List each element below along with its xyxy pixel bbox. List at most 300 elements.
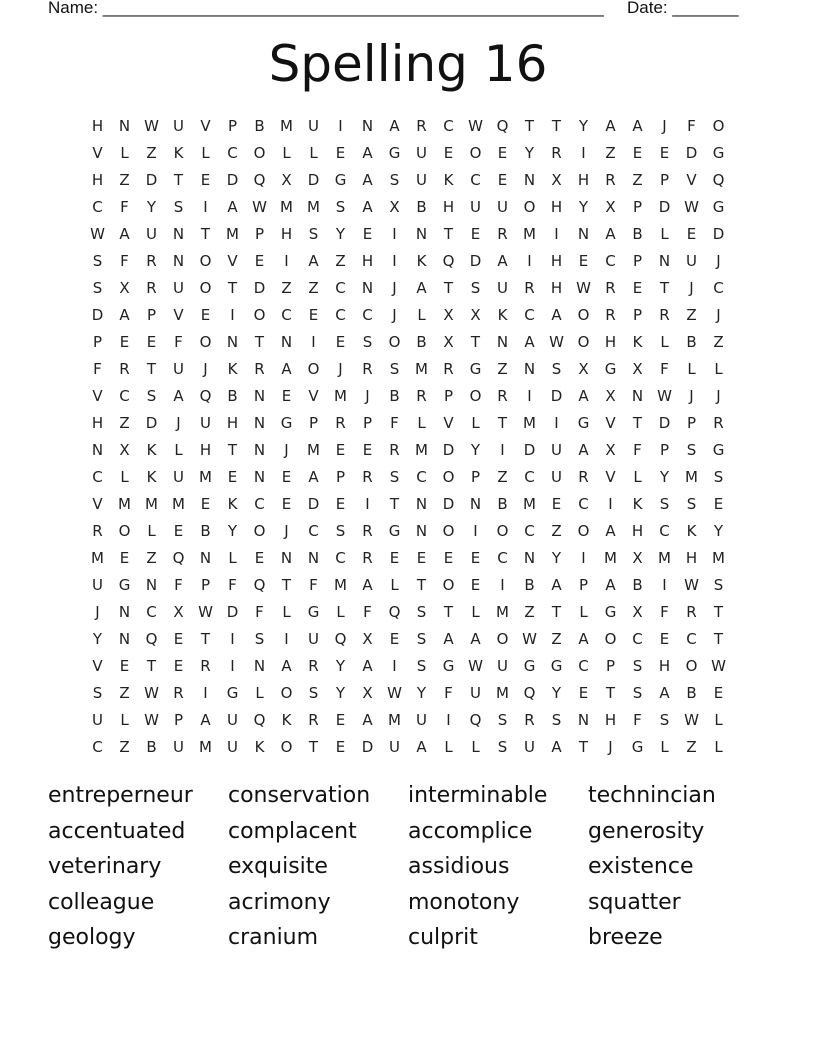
grid-letter: Z — [497, 360, 508, 378]
grid-letter: Z — [524, 603, 535, 621]
grid-letter: A — [281, 657, 292, 675]
grid-letter: N — [172, 252, 185, 270]
grid-letter: D — [226, 603, 239, 621]
grid-letter: C — [713, 279, 724, 297]
grid-letter: V — [605, 414, 616, 432]
grid-letter: X — [443, 333, 454, 351]
grid-letter: M — [145, 495, 158, 513]
grid-letter: R — [497, 387, 508, 405]
grid-letter: R — [119, 360, 130, 378]
grid-letter: A — [605, 522, 616, 540]
grid-letter: F — [660, 603, 669, 621]
grid-letter: A — [659, 684, 670, 702]
grid-letter: A — [362, 711, 373, 729]
grid-letter: Y — [146, 198, 157, 216]
word-list-item: exquisite — [228, 854, 328, 879]
grid-letter: T — [443, 279, 454, 297]
grid-letter: L — [147, 522, 156, 540]
grid-letter: P — [632, 306, 643, 324]
grid-letter: Y — [92, 630, 103, 648]
grid-letter: H — [577, 171, 590, 189]
grid-letter: L — [660, 225, 669, 243]
grid-letter: F — [174, 333, 183, 351]
grid-letter: M — [388, 711, 401, 729]
grid-letter: T — [470, 333, 481, 351]
grid-letter: P — [173, 711, 184, 729]
grid-letter: W — [468, 117, 483, 135]
grid-letter: Q — [712, 171, 725, 189]
grid-letter: N — [415, 225, 428, 243]
grid-letter: I — [392, 225, 397, 243]
grid-letter: I — [473, 522, 478, 540]
grid-letter: G — [550, 657, 563, 675]
grid-letter: L — [687, 360, 696, 378]
grid-letter: A — [362, 576, 373, 594]
grid-letter: E — [119, 549, 130, 567]
grid-letter: V — [605, 468, 616, 486]
grid-letter: S — [389, 468, 400, 486]
grid-letter: L — [471, 603, 480, 621]
grid-letter: P — [470, 468, 481, 486]
grid-letter: I — [554, 414, 559, 432]
grid-letter: P — [659, 171, 670, 189]
grid-letter: I — [284, 252, 289, 270]
grid-letter: H — [199, 441, 212, 459]
grid-letter: A — [632, 117, 643, 135]
grid-letter: A — [551, 306, 562, 324]
grid-letter: Y — [227, 522, 238, 540]
grid-letter: W — [522, 630, 537, 648]
grid-letter: X — [362, 630, 373, 648]
grid-letter: E — [470, 225, 481, 243]
grid-letter: D — [658, 198, 671, 216]
grid-letter: H — [550, 252, 563, 270]
grid-letter: M — [523, 495, 536, 513]
grid-letter: N — [199, 549, 212, 567]
grid-letter: R — [443, 360, 454, 378]
grid-letter: H — [91, 171, 104, 189]
grid-letter: Q — [253, 576, 266, 594]
grid-letter: N — [631, 387, 644, 405]
grid-letter: F — [309, 576, 318, 594]
grid-letter: O — [199, 333, 212, 351]
grid-letter: N — [253, 657, 266, 675]
grid-letter: T — [200, 630, 211, 648]
grid-letter: E — [254, 252, 265, 270]
grid-letter: N — [523, 549, 536, 567]
grid-letter: J — [689, 279, 694, 297]
grid-letter: F — [633, 711, 642, 729]
grid-letter: F — [444, 684, 453, 702]
grid-letter: X — [173, 603, 184, 621]
grid-letter: I — [392, 252, 397, 270]
word-list-item: geology — [48, 925, 136, 950]
grid-letter: U — [146, 225, 157, 243]
grid-letter: D — [523, 441, 536, 459]
grid-letter: G — [523, 657, 536, 675]
grid-letter: C — [578, 495, 589, 513]
grid-letter: Q — [172, 549, 185, 567]
grid-letter: X — [551, 171, 562, 189]
grid-letter: W — [684, 576, 699, 594]
grid-letter: D — [226, 171, 239, 189]
grid-letter: T — [146, 657, 157, 675]
grid-letter: Z — [686, 306, 697, 324]
grid-letter: F — [255, 603, 264, 621]
grid-letter: X — [605, 198, 616, 216]
grid-letter: A — [578, 441, 589, 459]
grid-letter: J — [338, 360, 343, 378]
grid-letter: M — [523, 414, 536, 432]
grid-letter: O — [388, 333, 401, 351]
grid-letter: B — [389, 387, 400, 405]
grid-letter: Z — [551, 630, 562, 648]
grid-letter: E — [335, 333, 346, 351]
grid-letter: S — [173, 198, 184, 216]
grid-letter: O — [253, 144, 266, 162]
grid-letter: C — [524, 522, 535, 540]
grid-letter: K — [632, 495, 643, 513]
grid-letter: O — [604, 630, 617, 648]
grid-letter: B — [200, 522, 211, 540]
grid-letter: Z — [605, 144, 616, 162]
grid-letter: Y — [659, 468, 670, 486]
grid-letter: F — [93, 360, 102, 378]
grid-letter: R — [659, 306, 670, 324]
grid-letter: S — [686, 441, 697, 459]
grid-letter: G — [307, 603, 320, 621]
grid-letter: R — [605, 171, 616, 189]
grid-letter: V — [227, 252, 238, 270]
grid-letter: K — [443, 171, 454, 189]
grid-letter: T — [146, 360, 157, 378]
grid-letter: C — [119, 387, 130, 405]
grid-letter: C — [92, 738, 103, 756]
grid-letter: V — [200, 117, 211, 135]
grid-letter: J — [392, 279, 397, 297]
grid-letter: Z — [146, 549, 157, 567]
grid-letter: Z — [551, 522, 562, 540]
grid-letter: T — [227, 279, 238, 297]
grid-letter: E — [389, 630, 400, 648]
grid-letter: C — [92, 198, 103, 216]
grid-letter: C — [254, 495, 265, 513]
grid-letter: S — [551, 360, 562, 378]
grid-letter: O — [469, 387, 482, 405]
grid-letter: V — [92, 657, 103, 675]
grid-letter: J — [95, 603, 100, 621]
grid-letter: L — [633, 468, 642, 486]
grid-letter: M — [496, 684, 509, 702]
grid-letter: H — [604, 711, 617, 729]
grid-letter: I — [230, 630, 235, 648]
grid-letter: Z — [335, 252, 346, 270]
grid-letter: X — [389, 198, 400, 216]
grid-letter: C — [578, 657, 589, 675]
grid-letter: G — [631, 738, 644, 756]
grid-letter: U — [227, 738, 238, 756]
grid-letter: O — [469, 144, 482, 162]
grid-letter: M — [226, 225, 239, 243]
grid-letter: I — [527, 387, 532, 405]
grid-letter: L — [579, 603, 588, 621]
grid-letter: K — [254, 738, 265, 756]
grid-letter: O — [280, 684, 293, 702]
grid-letter: T — [659, 279, 670, 297]
grid-letter: M — [604, 549, 617, 567]
grid-letter: S — [362, 333, 373, 351]
grid-letter: Q — [469, 711, 482, 729]
grid-letter: D — [91, 306, 104, 324]
grid-letter: O — [685, 657, 698, 675]
grid-letter: S — [470, 279, 481, 297]
grid-letter: Y — [335, 684, 346, 702]
grid-letter: K — [281, 711, 292, 729]
grid-letter: W — [198, 603, 213, 621]
grid-letter: D — [550, 387, 563, 405]
grid-letter: E — [632, 144, 643, 162]
grid-letter: C — [605, 252, 616, 270]
grid-letter: M — [199, 468, 212, 486]
grid-letter: N — [118, 603, 131, 621]
grid-letter: N — [91, 441, 104, 459]
grid-letter: U — [551, 441, 562, 459]
grid-letter: D — [253, 279, 266, 297]
grid-letter: G — [334, 171, 347, 189]
grid-letter: B — [416, 198, 427, 216]
grid-letter: L — [255, 684, 264, 702]
grid-letter: J — [203, 360, 208, 378]
grid-letter: U — [173, 279, 184, 297]
grid-letter: J — [608, 738, 613, 756]
grid-letter: D — [658, 414, 671, 432]
grid-letter: K — [416, 252, 427, 270]
grid-letter: L — [471, 738, 480, 756]
grid-letter: O — [523, 198, 536, 216]
grid-letter: V — [686, 171, 697, 189]
grid-letter: E — [443, 144, 454, 162]
grid-letter: E — [578, 252, 589, 270]
grid-letter: R — [389, 441, 400, 459]
grid-letter: O — [253, 306, 266, 324]
grid-letter: A — [200, 711, 211, 729]
grid-letter: X — [119, 441, 130, 459]
grid-letter: P — [659, 441, 670, 459]
grid-letter: N — [577, 711, 590, 729]
grid-letter: G — [226, 684, 239, 702]
grid-letter: E — [200, 495, 211, 513]
grid-letter: X — [119, 279, 130, 297]
grid-letter: Q — [253, 711, 266, 729]
grid-letter: Z — [119, 684, 130, 702]
grid-letter: E — [632, 279, 643, 297]
grid-letter: C — [416, 468, 427, 486]
grid-letter: R — [308, 657, 319, 675]
grid-letter: O — [496, 630, 509, 648]
grid-letter: I — [446, 711, 451, 729]
grid-letter: G — [712, 198, 725, 216]
grid-letter: N — [280, 333, 293, 351]
grid-letter: G — [118, 576, 131, 594]
grid-letter: T — [497, 414, 508, 432]
grid-letter: O — [118, 522, 131, 540]
grid-letter: S — [308, 225, 319, 243]
grid-letter: S — [632, 684, 643, 702]
grid-letter: A — [362, 171, 373, 189]
grid-letter: C — [524, 306, 535, 324]
grid-letter: E — [470, 576, 481, 594]
grid-letter: R — [362, 468, 373, 486]
grid-letter: U — [308, 630, 319, 648]
header — [48, 0, 748, 18]
grid-letter: B — [686, 333, 697, 351]
grid-letter: K — [227, 495, 238, 513]
grid-letter: S — [497, 738, 508, 756]
grid-letter: L — [120, 711, 129, 729]
grid-letter: X — [362, 684, 373, 702]
grid-letter: U — [551, 468, 562, 486]
grid-letter: H — [91, 414, 104, 432]
grid-letter: C — [632, 630, 643, 648]
grid-letter: N — [361, 117, 374, 135]
grid-letter: L — [282, 603, 291, 621]
grid-letter: P — [227, 117, 238, 135]
grid-letter: J — [716, 306, 721, 324]
grid-letter: M — [523, 225, 536, 243]
grid-letter: C — [308, 522, 319, 540]
grid-letter: P — [308, 414, 319, 432]
grid-letter: U — [173, 117, 184, 135]
grid-letter: U — [173, 468, 184, 486]
word-list-item: breeze — [588, 925, 663, 950]
grid-letter: D — [145, 414, 158, 432]
grid-letter: W — [576, 279, 591, 297]
grid-letter: K — [146, 468, 157, 486]
grid-letter: Y — [416, 684, 427, 702]
grid-letter: Z — [281, 279, 292, 297]
grid-letter: S — [92, 252, 103, 270]
grid-letter: R — [308, 711, 319, 729]
grid-letter: N — [496, 333, 509, 351]
grid-letter: A — [308, 468, 319, 486]
grid-letter: A — [389, 117, 400, 135]
grid-letter: C — [281, 306, 292, 324]
grid-letter: O — [253, 522, 266, 540]
grid-letter: I — [500, 576, 505, 594]
grid-letter: Y — [713, 522, 724, 540]
grid-letter: E — [335, 495, 346, 513]
grid-letter: Q — [253, 171, 266, 189]
grid-letter: L — [471, 414, 480, 432]
grid-letter: Y — [470, 441, 481, 459]
grid-letter: A — [281, 360, 292, 378]
grid-letter: Y — [578, 198, 589, 216]
grid-letter: T — [551, 117, 562, 135]
grid-letter: S — [335, 198, 346, 216]
grid-letter: U — [308, 117, 319, 135]
grid-letter: W — [144, 117, 159, 135]
grid-letter: G — [712, 144, 725, 162]
grid-letter: A — [578, 630, 589, 648]
grid-letter: O — [442, 468, 455, 486]
grid-letter: G — [712, 441, 725, 459]
grid-letter: E — [335, 441, 346, 459]
grid-letter: V — [443, 414, 454, 432]
grid-letter: E — [146, 333, 157, 351]
grid-letter: E — [497, 144, 508, 162]
grid-letter: S — [632, 657, 643, 675]
word-list-item: complacent — [228, 818, 357, 844]
grid-letter: U — [416, 171, 427, 189]
grid-letter: L — [336, 603, 345, 621]
grid-letter: E — [281, 468, 292, 486]
grid-letter: I — [365, 495, 370, 513]
grid-letter: I — [554, 225, 559, 243]
grid-letter: R — [551, 144, 562, 162]
grid-letter: N — [253, 387, 266, 405]
grid-letter: N — [523, 360, 536, 378]
grid-letter: E — [497, 171, 508, 189]
grid-letter: D — [307, 495, 320, 513]
grid-letter: T — [605, 684, 616, 702]
grid-letter: U — [173, 360, 184, 378]
grid-letter: T — [227, 441, 238, 459]
grid-letter: U — [497, 279, 508, 297]
grid-letter: Y — [335, 657, 346, 675]
grid-letter: O — [280, 738, 293, 756]
grid-letter: E — [227, 468, 238, 486]
grid-letter: S — [659, 711, 670, 729]
grid-letter: N — [253, 441, 266, 459]
grid-letter: E — [389, 549, 400, 567]
grid-letter: C — [335, 549, 346, 567]
grid-letter: L — [309, 144, 318, 162]
word-list-item: existence — [588, 854, 694, 879]
grid-letter: F — [228, 576, 237, 594]
grid-letter: T — [713, 603, 724, 621]
grid-letter: A — [470, 630, 481, 648]
grid-letter: E — [200, 306, 211, 324]
grid-letter: X — [632, 360, 643, 378]
grid-letter: W — [468, 657, 483, 675]
grid-letter: N — [307, 549, 320, 567]
grid-letter: Z — [119, 414, 130, 432]
grid-letter: G — [604, 360, 617, 378]
grid-letter: U — [227, 711, 238, 729]
grid-letter: S — [92, 684, 103, 702]
grid-letter: I — [230, 657, 235, 675]
grid-letter: J — [284, 522, 289, 540]
grid-letter: W — [549, 333, 564, 351]
grid-letter: J — [176, 414, 181, 432]
grid-letter: T — [416, 576, 427, 594]
grid-letter: U — [92, 576, 103, 594]
grid-letter: P — [146, 306, 157, 324]
grid-letter: T — [551, 603, 562, 621]
grid-letter: K — [497, 306, 508, 324]
grid-letter: M — [280, 198, 293, 216]
grid-letter: Z — [686, 738, 697, 756]
grid-letter: S — [416, 630, 427, 648]
grid-letter: S — [686, 495, 697, 513]
grid-letter: Y — [335, 225, 346, 243]
grid-letter: I — [662, 576, 667, 594]
grid-letter: I — [284, 630, 289, 648]
grid-letter: T — [173, 171, 184, 189]
grid-letter: N — [280, 549, 293, 567]
grid-letter: A — [497, 252, 508, 270]
grid-letter: W — [684, 198, 699, 216]
